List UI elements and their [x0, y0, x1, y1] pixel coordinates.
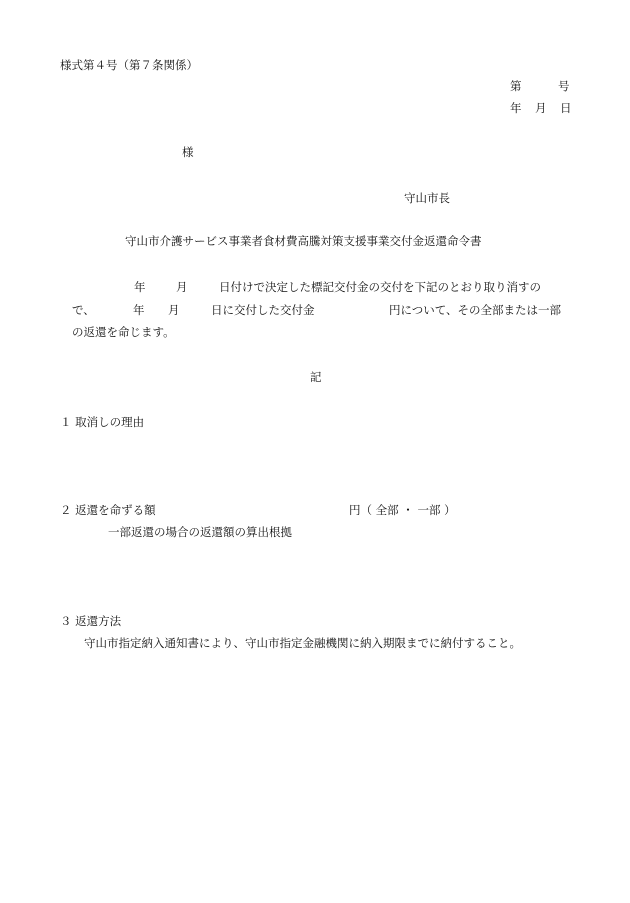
- section1-heading: １ 取消しの理由: [60, 415, 145, 429]
- body-line1-month: 月: [176, 280, 188, 294]
- date-year: 年: [510, 101, 522, 115]
- recipient-honorific: 様: [182, 145, 194, 159]
- body-line2-month: 月: [168, 303, 180, 317]
- body-line2-year: 年: [133, 303, 145, 317]
- body-line2-yen: 円について、その全部または一部: [389, 303, 562, 317]
- body-line1-year: 年: [134, 280, 146, 294]
- section3-heading: ３ 返還方法: [60, 614, 122, 628]
- body-line3-text: の返還を命じます。: [72, 325, 175, 339]
- body-line2-text: 日に交付した交付金: [211, 303, 315, 317]
- section2-heading: ２ 返還を命ずる額: [60, 503, 156, 517]
- body-line2-de: で、: [72, 303, 95, 317]
- form-number: 様式第４号（第７条関係）: [60, 58, 198, 72]
- section2-amount: 円（ 全部 ・ 一部 ）: [349, 503, 456, 517]
- body-line1-text: 日付けで決定した標記交付金の交付を下記のとおり取り消すの: [219, 280, 541, 294]
- ki-label: 記: [310, 370, 322, 384]
- doc-number-dai: 第: [510, 79, 522, 93]
- date-day: 日: [560, 101, 572, 115]
- issuer-name: 守山市長: [404, 191, 450, 205]
- section3-text: 守山市指定納入通知書により、守山市指定金融機関に納入期限までに納付すること。: [84, 636, 521, 650]
- section2-subnote: 一部返還の場合の返還額の算出根拠: [108, 525, 292, 539]
- doc-number-go: 号: [558, 79, 570, 93]
- document-title: 守山市介護サービス事業者食材費高騰対策支援事業交付金返還命令書: [125, 234, 482, 248]
- date-month: 月: [535, 101, 547, 115]
